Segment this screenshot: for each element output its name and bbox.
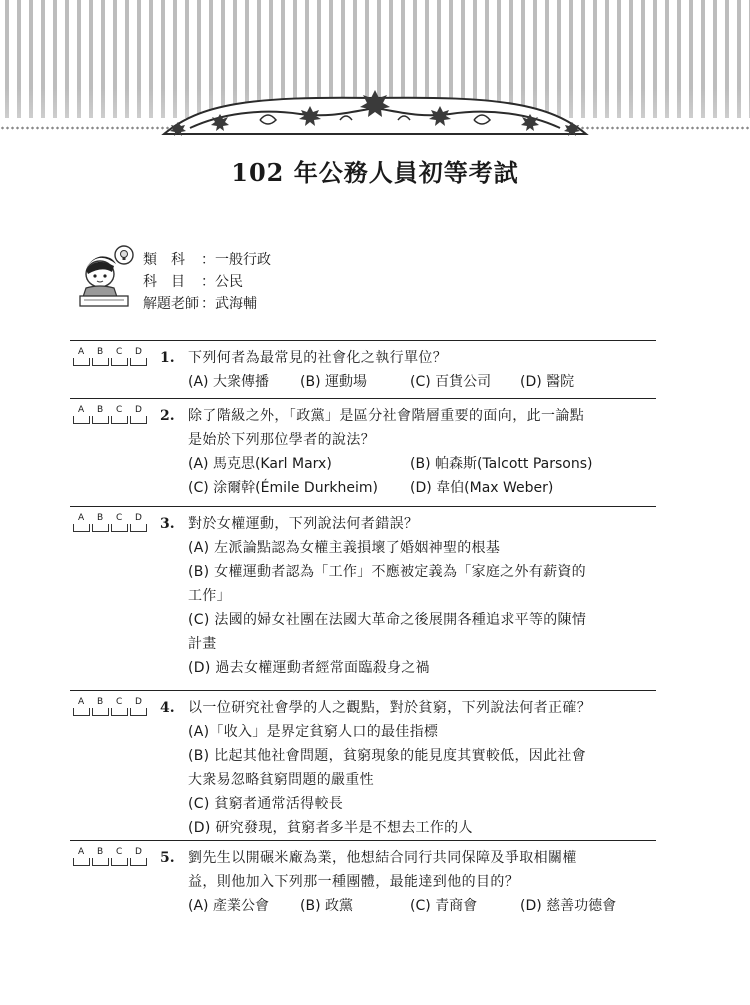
options-row-1: [188, 452, 656, 476]
question-number: 1.: [160, 350, 175, 366]
question-3: [70, 506, 656, 690]
option-a: (A) 馬克思(Karl Marx): [188, 456, 332, 472]
option-c: (C) 青商會: [410, 898, 478, 914]
option-d: (D) 慈善功德會: [520, 898, 617, 914]
option-line: (D) 研究發現，貧窮者多半是不想去工作的人: [188, 820, 473, 836]
option-line: (D) 過去女權運動者經常面臨殺身之禍: [188, 660, 430, 676]
answer-box-d: [130, 708, 147, 716]
question-stem-line-1: 劉先生以開碾米廠為業，他想結合同行共同保障及爭取相關權: [188, 850, 577, 866]
exam-info: [143, 249, 271, 315]
category-colon: ：: [201, 252, 215, 268]
teacher-value: 武海輔: [215, 296, 257, 312]
answer-box-a: [73, 416, 90, 424]
option-line: 計畫: [188, 636, 217, 652]
answer-letter-b: B: [97, 697, 104, 707]
answer-boxes: [73, 348, 153, 366]
category-label: 類 科: [143, 252, 185, 268]
subject-value: 公民: [215, 274, 243, 290]
answer-box-b: [92, 358, 109, 366]
option-line: (B) 女權運動者認為「工作」不應被定義為「家庭之外有薪資的: [188, 564, 586, 580]
info-row-subject: [143, 271, 271, 293]
answer-letter-a: A: [78, 405, 85, 415]
answer-box-b: [92, 524, 109, 532]
answer-box-c: [111, 416, 128, 424]
options-row-2: [188, 476, 656, 500]
question-2: [70, 398, 656, 506]
info-row-teacher: [143, 293, 271, 315]
question-stem: 以一位研究社會學的人之觀點，對於貧窮，下列說法何者正確？: [188, 700, 592, 716]
option-b: (B) 政黨: [300, 898, 353, 914]
question-5: [70, 840, 656, 924]
answer-box-c: [111, 858, 128, 866]
answer-letter-d: D: [135, 697, 142, 707]
answer-box-b: [92, 416, 109, 424]
answer-box-d: [130, 524, 147, 532]
answer-box-c: [111, 524, 128, 532]
answer-boxes: [73, 514, 153, 532]
answer-letter-d: D: [135, 405, 142, 415]
answer-boxes: [73, 698, 153, 716]
question-list: [70, 340, 656, 924]
options-row: [188, 894, 656, 918]
maple-leaf-ornament: [160, 84, 590, 138]
teacher-colon: ：: [201, 296, 215, 312]
teacher-avatar-icon: [78, 244, 140, 308]
option-a: (A) 大衆傳播: [188, 374, 269, 390]
answer-letter-d: D: [135, 847, 142, 857]
answer-letter-a: A: [78, 513, 85, 523]
answer-letter-d: D: [135, 347, 142, 357]
page-title: 102 年公務人員初等考試: [231, 158, 519, 187]
answer-box-d: [130, 358, 147, 366]
answer-letter-c: C: [116, 847, 123, 857]
answer-boxes: [73, 406, 153, 424]
answer-letter-b: B: [97, 347, 104, 357]
subject-colon: ：: [201, 274, 215, 290]
question-stem: 對於女權運動，下列說法何者錯誤？: [188, 516, 419, 532]
option-c: (C) 涂爾幹(Émile Durkheim): [188, 480, 378, 496]
teacher-label: 解題老師: [143, 296, 199, 312]
answer-box-b: [92, 858, 109, 866]
answer-letter-c: C: [116, 405, 123, 415]
answer-letter-a: A: [78, 347, 85, 357]
answer-box-c: [111, 358, 128, 366]
answer-box-c: [111, 708, 128, 716]
answer-box-a: [73, 524, 90, 532]
answer-letter-c: C: [116, 697, 123, 707]
question-number: 4.: [160, 700, 175, 716]
option-b: (B) 帕森斯(Talcott Parsons): [410, 456, 593, 472]
option-b: (B) 運動場: [300, 374, 367, 390]
question-4: [70, 690, 656, 840]
answer-letter-b: B: [97, 847, 104, 857]
answer-box-d: [130, 416, 147, 424]
answer-letter-d: D: [135, 513, 142, 523]
answer-letter-a: A: [78, 847, 85, 857]
answer-letter-c: C: [116, 513, 123, 523]
option-line: (A)「收入」是界定貧窮人口的最佳指標: [188, 724, 439, 740]
option-line: 大衆易忽略貧窮問題的嚴重性: [188, 772, 374, 788]
option-line: (C) 法國的婦女社團在法國大革命之後展開各種追求平等的陳情: [188, 612, 587, 628]
answer-letter-b: B: [97, 405, 104, 415]
answer-box-a: [73, 358, 90, 366]
option-line: (C) 貧窮者通常活得較長: [188, 796, 344, 812]
subject-label: 科 目: [143, 274, 185, 290]
answer-letter-b: B: [97, 513, 104, 523]
option-d: (D) 韋伯(Max Weber): [410, 480, 554, 496]
category-value: 一般行政: [215, 252, 271, 268]
option-line: (B) 比起其他社會問題，貧窮現象的能見度其實較低，因此社會: [188, 748, 586, 764]
answer-box-d: [130, 858, 147, 866]
question-stem: 下列何者為最常見的社會化之執行單位？: [188, 350, 448, 366]
question-number: 3.: [160, 516, 175, 532]
answer-box-a: [73, 858, 90, 866]
option-d: (D) 醫院: [520, 374, 575, 390]
question-number: 2.: [160, 408, 175, 424]
options-row: [188, 370, 656, 394]
info-row-category: [143, 249, 271, 271]
option-line: 工作」: [188, 588, 231, 604]
question-stem-line-2: 益，則他加入下列那一種團體，最能達到他的目的？: [188, 874, 520, 890]
question-stem-line-2: 是始於下列那位學者的說法？: [188, 432, 376, 448]
answer-letter-c: C: [116, 347, 123, 357]
question-stem-line-1: 除了階級之外，「政黨」是區分社會階層重要的面向，此一論點: [188, 408, 585, 424]
question-1: [70, 340, 656, 398]
question-number: 5.: [160, 850, 175, 866]
answer-box-b: [92, 708, 109, 716]
answer-letter-a: A: [78, 697, 85, 707]
option-c: (C) 百貨公司: [410, 374, 492, 390]
answer-boxes: [73, 848, 153, 866]
answer-box-a: [73, 708, 90, 716]
option-line: (A) 左派論點認為女權主義損壞了婚姻神聖的根基: [188, 540, 501, 556]
option-a: (A) 產業公會: [188, 898, 269, 914]
